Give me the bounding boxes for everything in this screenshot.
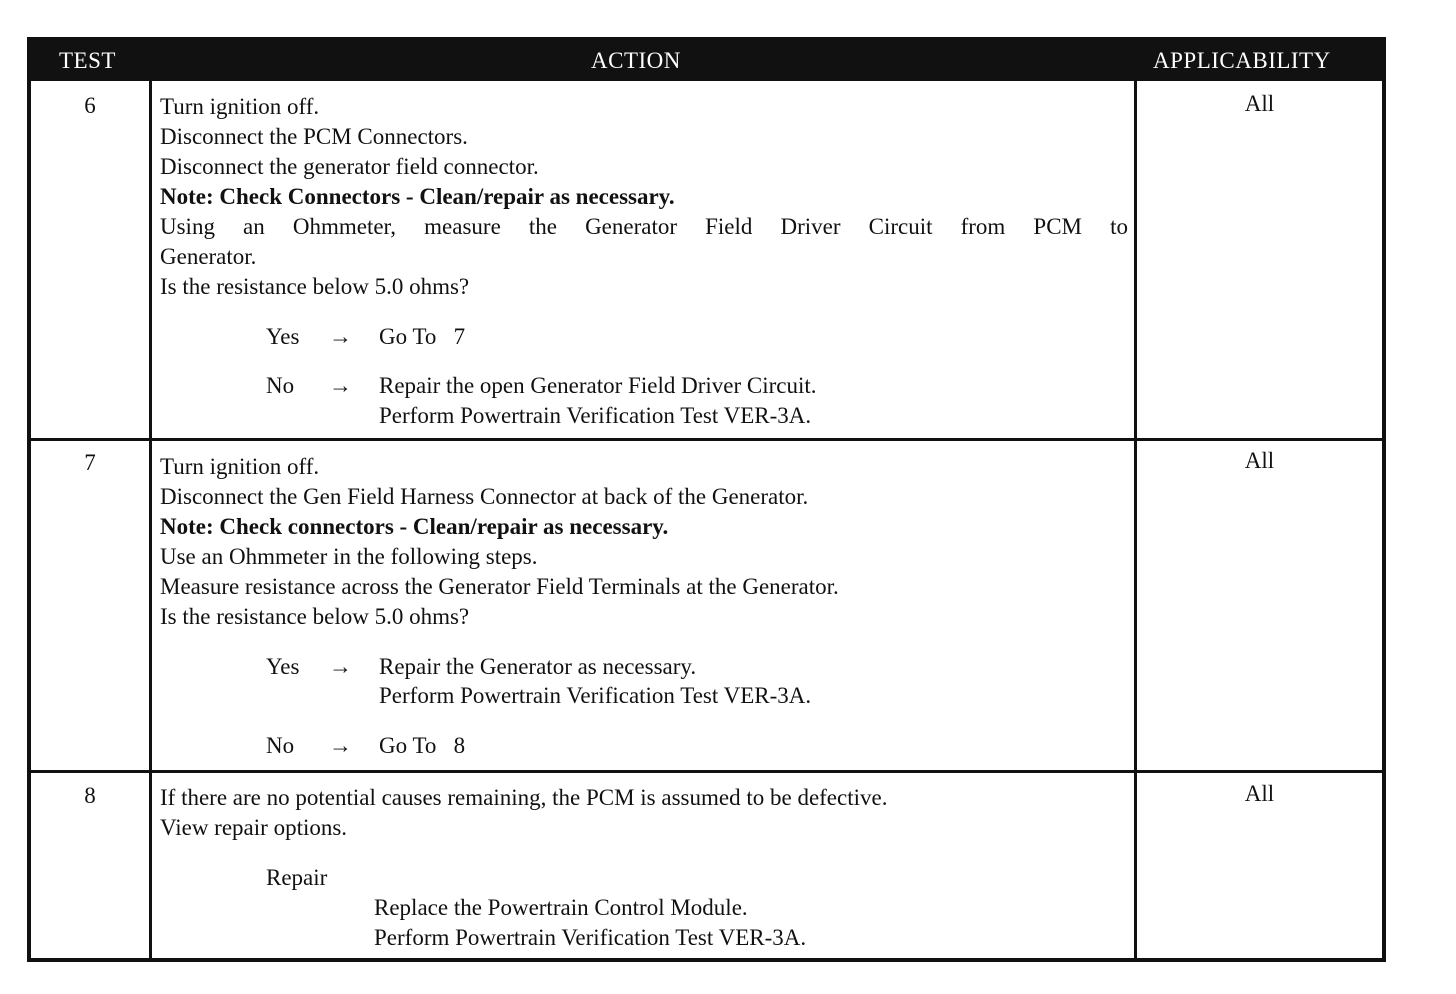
yes-result: Perform Powertrain Verification Test VER-3A. bbox=[379, 683, 812, 708]
yes-label: Yes bbox=[266, 324, 300, 349]
action-line: If there are no potential causes remaining, the PCM is assumed to be defective. bbox=[160, 785, 888, 810]
no-label: No bbox=[266, 373, 295, 398]
table-row-test-6 bbox=[31, 81, 1382, 441]
action-text bbox=[160, 92, 1128, 302]
no-label: No bbox=[266, 733, 295, 758]
applicability-value: All bbox=[1244, 91, 1275, 116]
diagnostic-table bbox=[27, 37, 1386, 962]
applicability-value: All bbox=[1244, 781, 1275, 806]
table-row-test-7 bbox=[31, 438, 1382, 773]
test-number: 7 bbox=[84, 450, 96, 475]
applicability-value: All bbox=[1244, 448, 1275, 473]
action-note: Note: Check Connectors - Clean/repair as necessary. bbox=[160, 184, 675, 209]
yes-result: Go To 7 bbox=[379, 324, 466, 349]
table-row-test-8 bbox=[31, 770, 1382, 958]
yes-result: Repair the Generator as necessary. bbox=[379, 654, 697, 679]
action-note: Note: Check connectors - Clean/repair as necessary. bbox=[160, 514, 669, 539]
test-number: 8 bbox=[84, 783, 96, 808]
header-applicability: APPLICABILITY bbox=[1153, 48, 1331, 73]
no-result: Repair the open Generator Field Driver Circuit. bbox=[379, 373, 817, 398]
right-arrow-icon: → bbox=[329, 324, 352, 349]
action-line: Is the resistance below 5.0 ohms? bbox=[160, 604, 470, 629]
action-line: Disconnect the generator field connector. bbox=[160, 154, 539, 179]
test-number: 6 bbox=[84, 93, 96, 118]
repair-step: Replace the Powertrain Control Module. bbox=[374, 895, 748, 920]
repair-label: Repair bbox=[266, 865, 328, 890]
action-line: Turn ignition off. bbox=[160, 94, 320, 119]
header-action: ACTION bbox=[591, 48, 681, 73]
action-line: Is the resistance below 5.0 ohms? bbox=[160, 274, 470, 299]
action-line: Disconnect the Gen Field Harness Connector at back of the Generator. bbox=[160, 484, 809, 509]
right-arrow-icon: → bbox=[329, 373, 352, 398]
table-header bbox=[31, 41, 1382, 81]
action-line: Turn ignition off. bbox=[160, 454, 320, 479]
action-line: Disconnect the PCM Connectors. bbox=[160, 124, 468, 149]
right-arrow-icon: → bbox=[329, 733, 352, 758]
no-result: Perform Powertrain Verification Test VER-3A. bbox=[379, 403, 812, 428]
action-line: Generator. bbox=[160, 244, 257, 269]
action-line: View repair options. bbox=[160, 815, 348, 840]
action-text bbox=[160, 783, 1128, 843]
right-arrow-icon: → bbox=[329, 654, 352, 679]
action-line: Measure resistance across the Generator Field Terminals at the Generator. bbox=[160, 574, 839, 599]
action-line: Use an Ohmmeter in the following steps. bbox=[160, 544, 538, 569]
action-text bbox=[160, 452, 1128, 632]
yes-label: Yes bbox=[266, 654, 300, 679]
header-test: TEST bbox=[59, 48, 116, 73]
action-line: Using an Ohmmeter, measure the Generator Field Driver Circuit from PCM to bbox=[160, 214, 1128, 239]
no-result: Go To 8 bbox=[379, 733, 466, 758]
repair-step: Perform Powertrain Verification Test VER-3A. bbox=[374, 925, 807, 950]
